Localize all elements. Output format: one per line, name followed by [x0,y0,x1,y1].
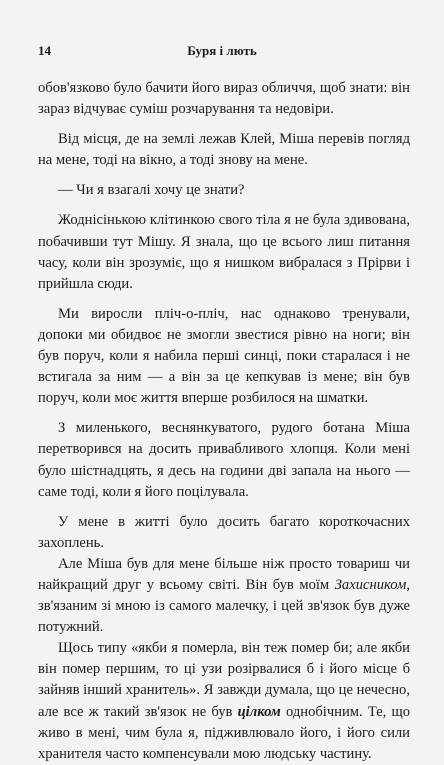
paragraph-text: У мене в житті було досить багато короткочасних захоплень. [38,513,410,551]
paragraph-text: Щось типу «якби я померла, він теж помер би; але якби він помер першим, то ці узи розірвалися б і його місце б зайняв інший хранитель». Я завжди думала, що це нечесно, але все ж такий зв'язок не був [38,640,410,720]
dialogue-line [38,180,410,201]
paragraph [38,638,410,765]
paragraph-text: Від місця, де на землі лежав Клей, Міша перевів погляд на мене, тоді на вікно, а тоді знову на мене. [38,131,410,169]
paragraph [38,554,410,638]
paragraph [38,78,410,120]
emphasis-text: цілком [237,703,281,720]
running-title: Буря і лють [187,43,257,58]
paragraph [38,210,410,294]
paragraph [38,418,410,502]
paragraph-text: обов'язково було бачити його вираз обличчя, щоб знати: він зараз відчуває суміш розчарування та недовіри. [38,80,410,118]
paragraph-text: Але Міша був для мене більше ніж просто товариш чи найкращий друг у всьому світі. Він був моїм [38,555,410,593]
paragraph-text: Жоднісінькою клітинкою свого тіла я не була здивована, побачивши тут Мішу. Я знала, що це всього лиш питання часу, коли він зрозуміє, що я нишком вибралася з Прірви і прийшла сюди. [38,212,410,292]
paragraph-text: Ми виросли пліч-о-пліч, нас однаково тренували, допоки ми обидвоє не змогли звестися рівно на ноги; він був поруч, коли я набила перші синці, поки старалася і не встигала за ним — а він за це кепкував із мене; він був поруч, коли моє життя вперше розбилося на шматки. [38,305,410,407]
paragraph [38,129,410,171]
emphasis-text: Захисником [334,576,407,593]
paragraph-text: З миленького, веснянкуватого, рудого ботана Міша перетворився на досить привабливого хлопця. Коли мені було шістнадцять, я десь на години дві запала на нього — саме тоді, коли я його поцілувала. [38,420,410,500]
paragraph-text: , зв'язаним зі мною із самого малечку, і цей зв'язок був дуже потужний. [38,576,410,636]
paragraph [38,304,410,409]
paragraph-text: однобічним. Те, що живо в мені, чим була я, підживлювало його, і його сили хранителя часто компенсували мою людську частину. [38,703,410,762]
page-number: 14 [38,43,51,58]
body-text [38,78,410,765]
paragraph [38,512,410,554]
running-head [38,43,406,61]
paragraph-text: — Чи я взагалі хочу це знати? [58,182,245,199]
